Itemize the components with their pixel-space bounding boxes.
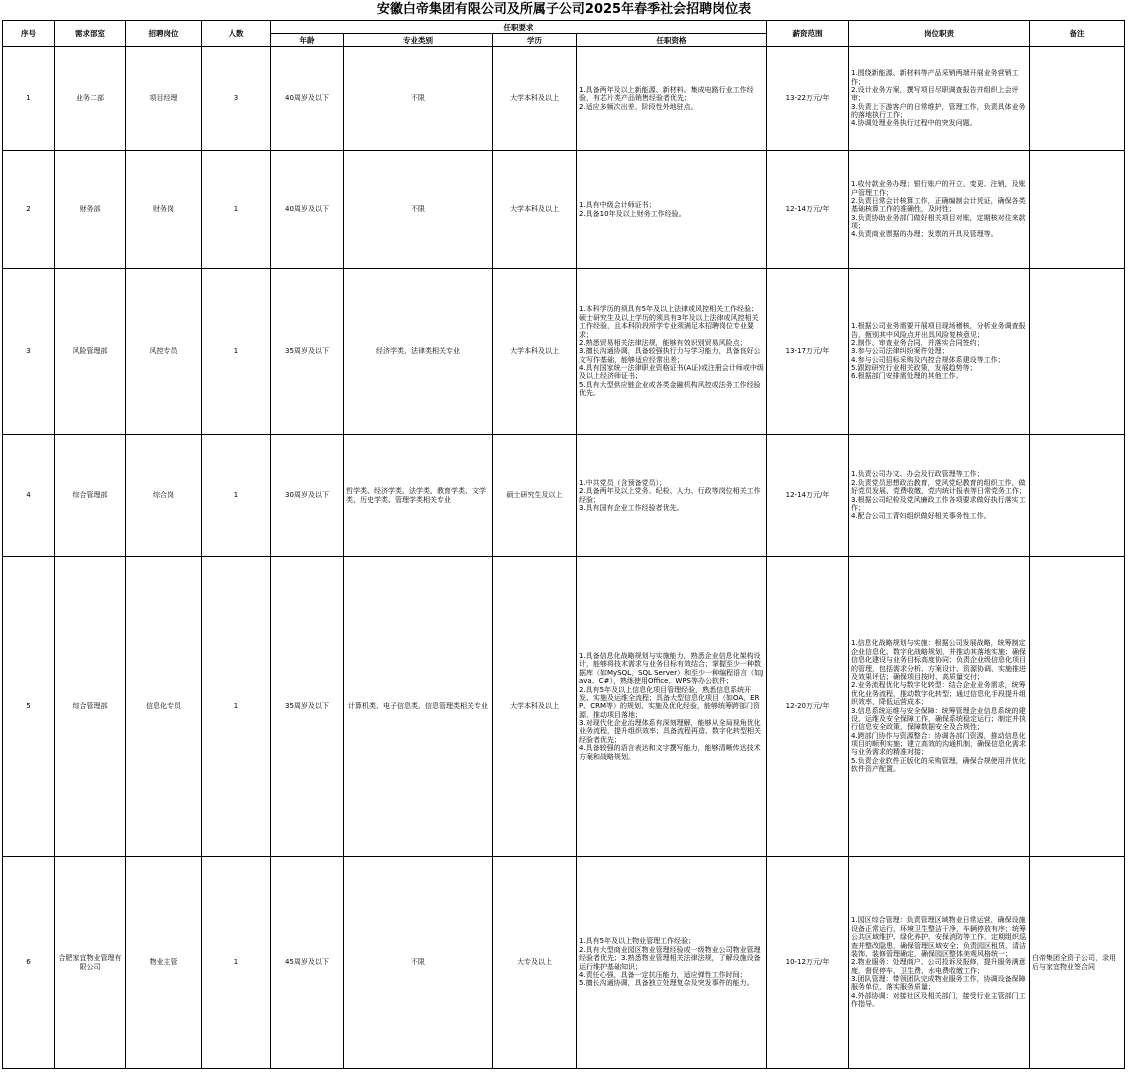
cell-education: 大学本科及以上 [493,47,577,151]
cell-duties: 1.园区综合管理：负责管理区域物业日常运营，确保设施设备正常运行，环境卫生整洁干净，车辆停放有序；统筹公共区域维护、绿化养护、安保消防等工作，定期组织巡查并整改隐患，确保管理区域安全；负责园区租赁、清洁装饰、装修管理确定，确保园区整体美观风格统一； 2.物业服务：处理商户、公司投诉及报修，提升服务满意度，督促停车、卫生费、水电费收缴工作； 3.团队管理：带领团队完成物业服务工作，协调设备保障服务单位，落实服务质量； 4.外部协调：对接社区及相关部门，接受行业主管部门工作指导。 [849,857,1030,1069]
cell-age: 30周岁及以下 [271,435,344,557]
cell-count: 1 [202,857,271,1069]
table-row [3,857,1125,1069]
cell-count: 3 [202,47,271,151]
cell-seq: 4 [3,435,55,557]
cell-remark [1030,47,1125,151]
header-salary: 薪资范围 [767,21,849,47]
cell-age: 45周岁及以下 [271,857,344,1069]
cell-education: 大学本科及以上 [493,269,577,435]
header-age: 年龄 [271,34,344,47]
cell-position: 信息化专员 [126,557,202,857]
cell-major: 不限 [344,47,493,151]
cell-major: 经济学类、法律类相关专业 [344,269,493,435]
cell-seq: 5 [3,557,55,857]
cell-position: 财务岗 [126,151,202,269]
cell-remark [1030,435,1125,557]
header-position: 招聘岗位 [126,21,202,47]
cell-duties: 1.信息化战略规划与实施：根据公司发展战略，统筹制定企业信息化、数字化战略规划，并推动其落地实施；确保信息化建设与业务目标高度协同；负责企业级信息化项目的管理，包括需求分析、方案设计、资源协调、实施推进及效果评估；确保项目按时、高质量交付； 2.业务流程优化与数字化转型：结合企业业务需求，统筹优化业务流程，推动数字化转型；通过信息化手段提升组织效率，降低运营成本； 3.信息系统运维与安全保障：统筹管理企业信息系统的建设、运维及安全保障工作，确保系统稳定运行；制定并执行信息安全政策，保障数据安全及合规性； 4.跨部门协作与资源整合：协调各部门资源，推动信息化项目的顺利实施；建立高效的沟通机制，确保信息化需求与业务需求的精准对接； 5.负责企业软件正版化的采购管理，确保合规使用并优化软件资产配置。 [849,557,1030,857]
cell-salary: 12-14万元/年 [767,435,849,557]
cell-age: 40周岁及以下 [271,151,344,269]
cell-duties: 1.负责公司办文、办会及行政管理等工作； 2.负责党员思想政治教育，党风党纪教育的组织工作，做好党员发展、党费收缴、党内统计报表等日常党务工作； 3.根据公司纪检及党风廉政工作各项要求做好执行落实工作； 4.配合公司工青妇组织做好相关事务性工作。 [849,435,1030,557]
cell-salary: 10-12万元/年 [767,857,849,1069]
cell-qualification: 1.中共党员（含预备党员）； 2.具备两年及以上党务、纪检、人力、行政等岗位相关工作经验； 3.具有国有企业工作经验者优先。 [577,435,767,557]
cell-position: 综合岗 [126,435,202,557]
cell-education: 硕士研究生及以上 [493,435,577,557]
cell-remark: 白帝集团全资子公司，录用后与家宜物业签合同 [1030,857,1125,1069]
header-qualification: 任职资格 [577,34,767,47]
cell-qualification: 1.本科学历的须具有5年及以上法律或风控相关工作经验；硕士研究生及以上学历的须具有3年及以上法律或风控相关工作经验，且本科阶段所学专业须满足本招聘岗位专业要求； 2.熟悉贸易相关法律法规，能够有效识别贸易风险点； 3.擅长沟通协调，具备较强执行力与学习能力，具备良好公文写作基础，能够适应经常出差； 4.具有国家统一法律职业资格证书(A证)或注册会计师或中级及以上经济师证书； 5.具有大型供应链企业或各类金融机构风控或法务工作经验优先。 [577,269,767,435]
sheet-title: 安徽白帝集团有限公司及所属子公司2025年春季社会招聘岗位表 [376,2,752,17]
cell-salary: 13-22万元/年 [767,47,849,151]
cell-dept: 合肥家宜物业管理有限公司 [55,857,126,1069]
cell-count: 1 [202,435,271,557]
cell-count: 1 [202,151,271,269]
cell-remark [1030,269,1125,435]
cell-count: 1 [202,269,271,435]
recruitment-table [2,20,1125,1069]
cell-major: 不限 [344,857,493,1069]
table-row [3,47,1125,151]
cell-education: 大学本科及以上 [493,557,577,857]
cell-seq: 3 [3,269,55,435]
cell-remark [1030,151,1125,269]
cell-major: 哲学类、经济学类、法学类、教育学类、文学类、历史学类、管理学类相关专业 [344,435,493,557]
cell-dept: 综合管理部 [55,435,126,557]
cell-age: 40周岁及以下 [271,47,344,151]
table-row [3,557,1125,857]
cell-education: 大学本科及以上 [493,151,577,269]
header-count: 人数 [202,21,271,47]
cell-seq: 6 [3,857,55,1069]
header-duties: 岗位职责 [849,21,1030,47]
cell-position: 项目经理 [126,47,202,151]
table-row [3,269,1125,435]
cell-qualification: 1.具有5年及以上物业管理工作经验； 2.具有大型商业园区物业管理经验或一级物业公司物业管理经验者优先；3.熟悉物业管理相关法律法规，了解设施设备运行维护基础知识； 4.责任心强，具备一定抗压能力，适应弹性工作时间； 5.擅长沟通协调，具备独立处理复杂及突发事件的能力。 [577,857,767,1069]
cell-duties: 1.根据公司业务需要开展项目现场稽核，分析业务调查报告，甄别其中风险点并出具风险复核意见； 2.制作、审查业务合同，并落实合同签约； 3.参与公司法律纠纷案件处理； 4.参与公司招标采购及内控合规体系建设等工作； 5.跟踪研究行业相关政策，发展趋势等； 6.根据部门安排需处理的其他工作。 [849,269,1030,435]
header-remark: 备注 [1030,21,1125,47]
cell-education: 大专及以上 [493,857,577,1069]
cell-dept: 风险管理部 [55,269,126,435]
cell-age: 35周岁及以下 [271,269,344,435]
cell-major: 计算机类、电子信息类、信息管理类相关专业 [344,557,493,857]
cell-dept: 综合管理部 [55,557,126,857]
cell-seq: 1 [3,47,55,151]
cell-position: 风控专员 [126,269,202,435]
cell-duties: 1.围绕新能源、新材料等产品采销两端开展业务营销工作； 2.设计业务方案，撰写项目尽职调查报告并组织上会评审； 3.负责上下游客户的日常维护，管理工作，负责具体业务的落地执行工作； 4.协调处理业务执行过程中的突发问题。 [849,47,1030,151]
header-major: 专业类别 [344,34,493,47]
cell-dept: 业务二部 [55,47,126,151]
header-dept: 需求部室 [55,21,126,47]
cell-duties: 1.收付款业务办理；银行账户的开立、变更、注销，及账户管理工作； 2.负责日常会计核算工作，正确编制会计凭证，确保各类基础核算工作的准确性，及时性； 3.负责协助业务部门做好相关项目对账，定期核对往来款项； 4.负责商业票据的办理；发票的开具及管理等。 [849,151,1030,269]
cell-qualification: 1.具备两年及以上新能源、新材料、集成电路行业工作经验，有芯片类产品销售经验者优先； 2.适应多频次出差、阶段性外地驻点。 [577,47,767,151]
table-row [3,151,1125,269]
cell-salary: 12-14万元/年 [767,151,849,269]
header-requirements: 任职要求 [271,21,767,34]
header-row-1 [3,21,1125,34]
header-seq: 序号 [3,21,55,47]
cell-age: 35周岁及以下 [271,557,344,857]
cell-qualification: 1.具备信息化战略规划与实施能力，熟悉企业信息化架构设计，能够将技术需求与业务目标有效结合；掌握至少一种数据库（如MySQL、SQL Server）和至少一种编程语言（如Java、C#），熟练使用Office、WPS等办公软件； 2.具有5年及以上信息化项目管理经验，熟悉信息系统开发、实施及运维全流程；具备大型信息化项目（如OA、ERP、CRM等）的规划、实施及优化经验，能够统筹跨部门资源，推动项目落地； 3.对现代化企业治理体系有深刻理解，能够从全局视角优化业务流程，提升组织效率；具备流程再造、数字化转型相关经验者优先； 4.具备较强的语言表达和文字撰写能力，能够清晰传达技术方案和战略规划。 [577,557,767,857]
cell-qualification: 1.具有中级会计师证书； 2.具备10年及以上财务工作经验。 [577,151,767,269]
cell-seq: 2 [3,151,55,269]
header-education: 学历 [493,34,577,47]
cell-count: 1 [202,557,271,857]
cell-salary: 13-17万元/年 [767,269,849,435]
cell-remark [1030,557,1125,857]
cell-dept: 财务部 [55,151,126,269]
cell-position: 物业主管 [126,857,202,1069]
cell-major: 不限 [344,151,493,269]
table-row [3,435,1125,557]
cell-salary: 12-20万元/年 [767,557,849,857]
